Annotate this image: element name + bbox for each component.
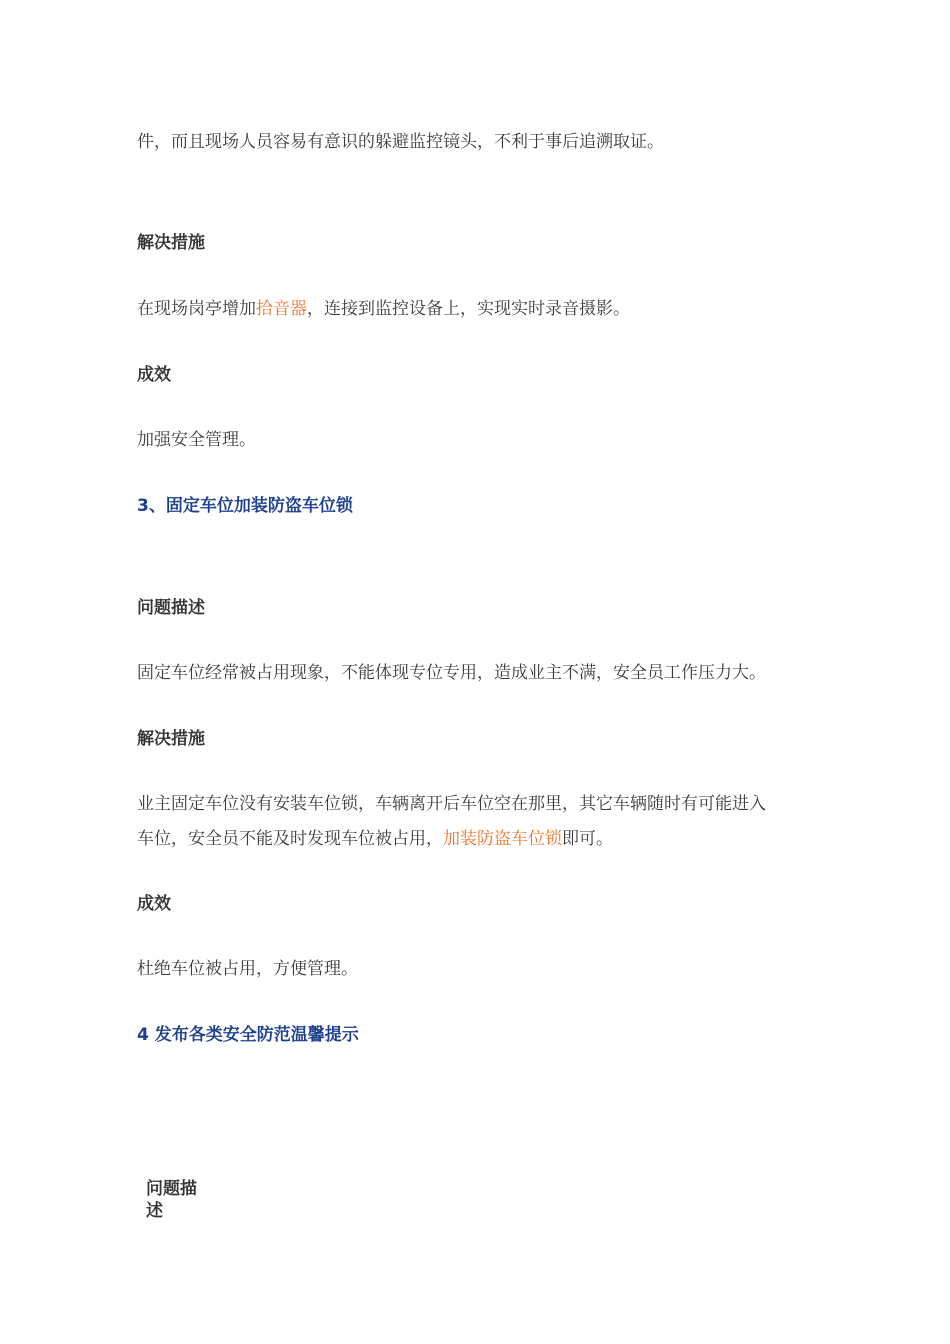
solution-text-1	[137, 298, 630, 320]
solution-text-3-line1: 业主固定车位没有安装车位锁，车辆离开后车位空在那里，其它车辆随时有可能进入	[137, 794, 766, 814]
solution-text-3-line2	[137, 828, 613, 850]
effect-label-1: 成效	[137, 365, 171, 385]
problem-label-3: 问题描述	[137, 598, 205, 618]
paragraph-continuation: 件，而且现场人员容易有意识的躲避监控镜头，不利于事后追溯取证。	[137, 132, 664, 152]
effect-text-1: 加强安全管理。	[137, 430, 256, 450]
problem-text-3: 固定车位经常被占用现象，不能体现专位专用，造成业主不满，安全员工作压力大。	[137, 663, 766, 683]
solution-text-1-post: ，连接到监控设备上，实现实时录音摄影。	[307, 299, 630, 319]
solution-label-1: 解决措施	[137, 233, 205, 253]
problem-label-4: 问题描述	[146, 1179, 197, 1221]
solution-label-3: 解决措施	[137, 729, 205, 749]
section-heading-3: 3、固定车位加装防盗车位锁	[137, 496, 353, 516]
solution-text-3-post: 即可。	[562, 829, 613, 849]
effect-label-3: 成效	[137, 894, 171, 914]
solution-text-1-pre: 在现场岗亭增加	[137, 299, 256, 319]
solution-highlight-1: 拾音器	[256, 299, 307, 319]
section-heading-4: 4 发布各类安全防范温馨提示	[137, 1025, 359, 1045]
solution-highlight-3: 加装防盗车位锁	[443, 829, 562, 849]
solution-text-3-pre: 车位，安全员不能及时发现车位被占用，	[137, 829, 443, 849]
effect-text-3: 杜绝车位被占用，方便管理。	[137, 959, 358, 979]
